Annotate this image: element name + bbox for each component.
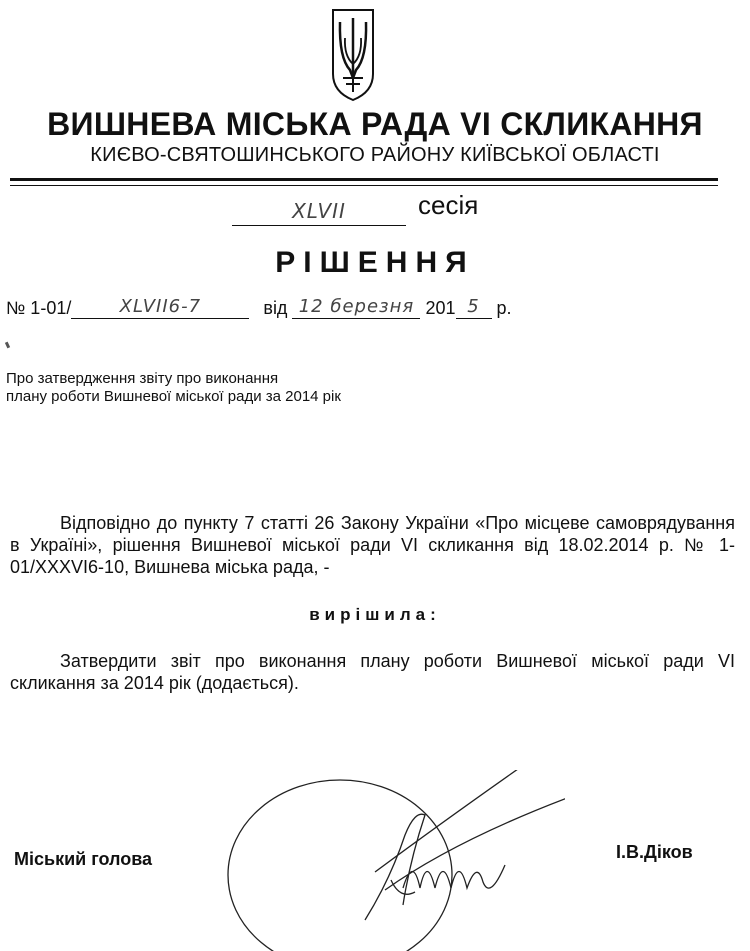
subject-line: Про затвердження звіту про виконання — [6, 370, 279, 387]
resolved-heading: вирішила: — [309, 605, 441, 624]
body-paragraph: Відповідно до пункту 7 статті 26 Закону України «Про місцеве самоврядування в Україні», рішення Вишневої міської ради VІ скликання від 18.02.2014 р. № 1-01/XXXVI6-10, Вишнева міська рада, - — [10, 513, 735, 577]
decision-date-prefix: від — [263, 298, 288, 318]
decision-subject — [6, 370, 341, 406]
decision-title: РІШЕННЯ — [275, 246, 475, 279]
decision-year-suffix: р. — [496, 298, 512, 318]
decision-date-handwritten: 12 березня — [292, 296, 420, 319]
session-label: сесія — [418, 190, 479, 220]
council-subtitle: КИЄВО-СВЯТОШИНСЬКОГО РАЙОНУ КИЇВСЬКОЇ ОБЛАСТІ — [90, 144, 660, 166]
stray-ink-mark — [5, 342, 10, 349]
signatory-title: Міський голова — [14, 849, 153, 869]
council-title: ВИШНЕВА МІСЬКА РАДА VІ СКЛИКАННЯ — [47, 106, 703, 142]
decision-year-handwritten: 5 — [456, 296, 492, 319]
decision-number-handwritten: XLVII6-7 — [71, 296, 249, 319]
decision-year-prefix: 201 — [425, 298, 456, 318]
decision-number-line — [6, 296, 512, 319]
trident-coat-of-arms-icon — [330, 8, 376, 102]
official-seal-icon — [215, 770, 565, 951]
session-number: XLVII — [232, 197, 406, 226]
subject-line: плану роботи Вишневої міської ради за 2014 рік — [6, 388, 341, 405]
header-divider-thin — [10, 185, 718, 186]
body-paragraph: Затвердити звіт про виконання плану роботи Вишневої міської ради VІ скликання за 2014 рік (додається). — [10, 651, 735, 693]
header-divider-thick — [10, 178, 718, 181]
signatory-name: І.В.Діков — [616, 842, 693, 862]
decision-number-prefix: № 1-01/ — [6, 298, 72, 318]
